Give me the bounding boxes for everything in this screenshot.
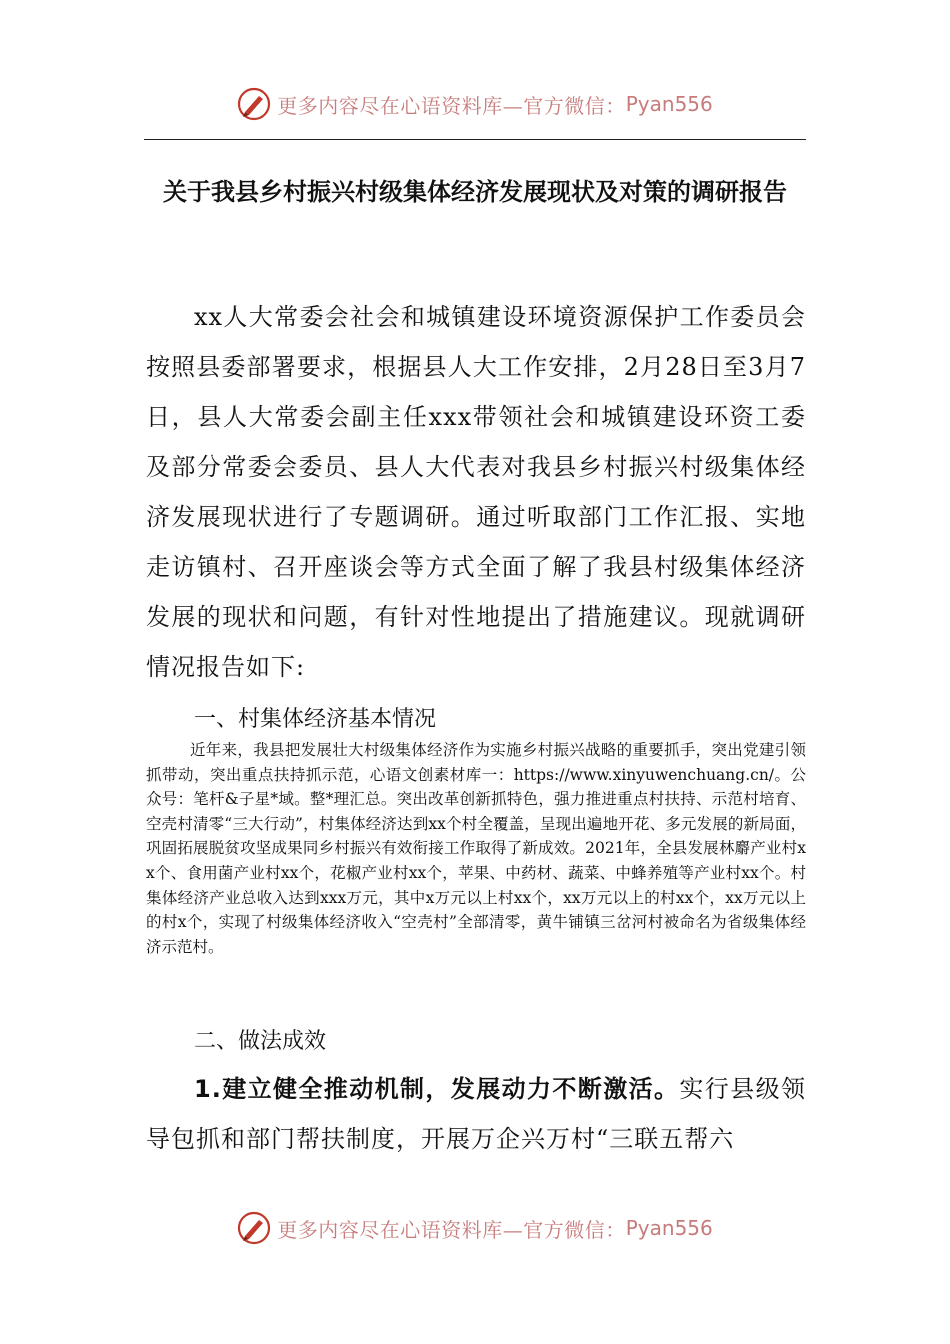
- page-title: 关于我县乡村振兴村级集体经济发展现状及对策的调研报告: [163, 178, 787, 206]
- section-two-heading: 二、做法成效: [194, 1029, 327, 1054]
- point-one-text: 实行县级领导包抓和部门帮扶制度，开展万企兴万村“三联五帮六: [146, 1075, 807, 1153]
- pen-logo-icon: [237, 87, 271, 121]
- watermark-text: 更多内容尽在心语资料库—官方微信：: [277, 1217, 626, 1242]
- point-one-lead: 1.建立健全推动机制，发展动力不断激活。: [194, 1075, 680, 1103]
- header-watermark: [0, 84, 950, 124]
- header-divider: [144, 139, 806, 140]
- section-one-heading: 一、村集体经济基本情况: [194, 707, 437, 732]
- point-one-paragraph: [146, 1064, 806, 1164]
- section-one-paragraph: 近年来，我县把发展壮大村级集体经济作为实施乡村振兴战略的重要抓手，突出党建引领抓带动，突出重点扶持抓示范，心语文创素材库一：https://www.xinyuwenchuang.cn/。公众号：笔杆&子星*域。整*理汇总。突出改革创新抓特色，强力推进重点村扶持、示范村培育、空壳村清零“三大行动”，村集体经济达到xx个村全覆盖，呈现出遍地开花、多元发展的新局面，巩固拓展脱贫攻坚成果同乡村振兴有效衔接工作取得了新成效。2021年，全县发展林麝产业村xx个、食用菌产业村xx个，花椒产业村xx个，苹果、中药材、蔬菜、中蜂养殖等产业村xx个。村集体经济产业总收入达到xxx万元，其中x万元以上村xx个，xx万元以上的村xx个，xx万元以上的村x个，实现了村级集体经济收入“空壳村”全部清零，黄牛铺镇三岔河村被命名为省级集体经济示范村。: [146, 741, 806, 956]
- watermark-id: Pyan556: [625, 92, 713, 116]
- footer-watermark: [0, 1208, 950, 1248]
- watermark-id: Pyan556: [625, 1216, 713, 1240]
- watermark-text: 更多内容尽在心语资料库—官方微信：: [277, 93, 626, 118]
- intro-paragraph: xx人大常委会社会和城镇建设环境资源保护工作委员会按照县委部署要求，根据县人大工作安排，2月28日至3月7日，县人大常委会副主任xxx带领社会和城镇建设环资工委及部分常委会委员、县人大代表对我县乡村振兴村级集体经济发展现状进行了专题调研。通过听取部门工作汇报、实地走访镇村、召开座谈会等方式全面了解了我县村级集体经济发展的现状和问题，有针对性地提出了措施建议。现就调研情况报告如下:: [146, 303, 806, 681]
- pen-logo-icon: [237, 1211, 271, 1245]
